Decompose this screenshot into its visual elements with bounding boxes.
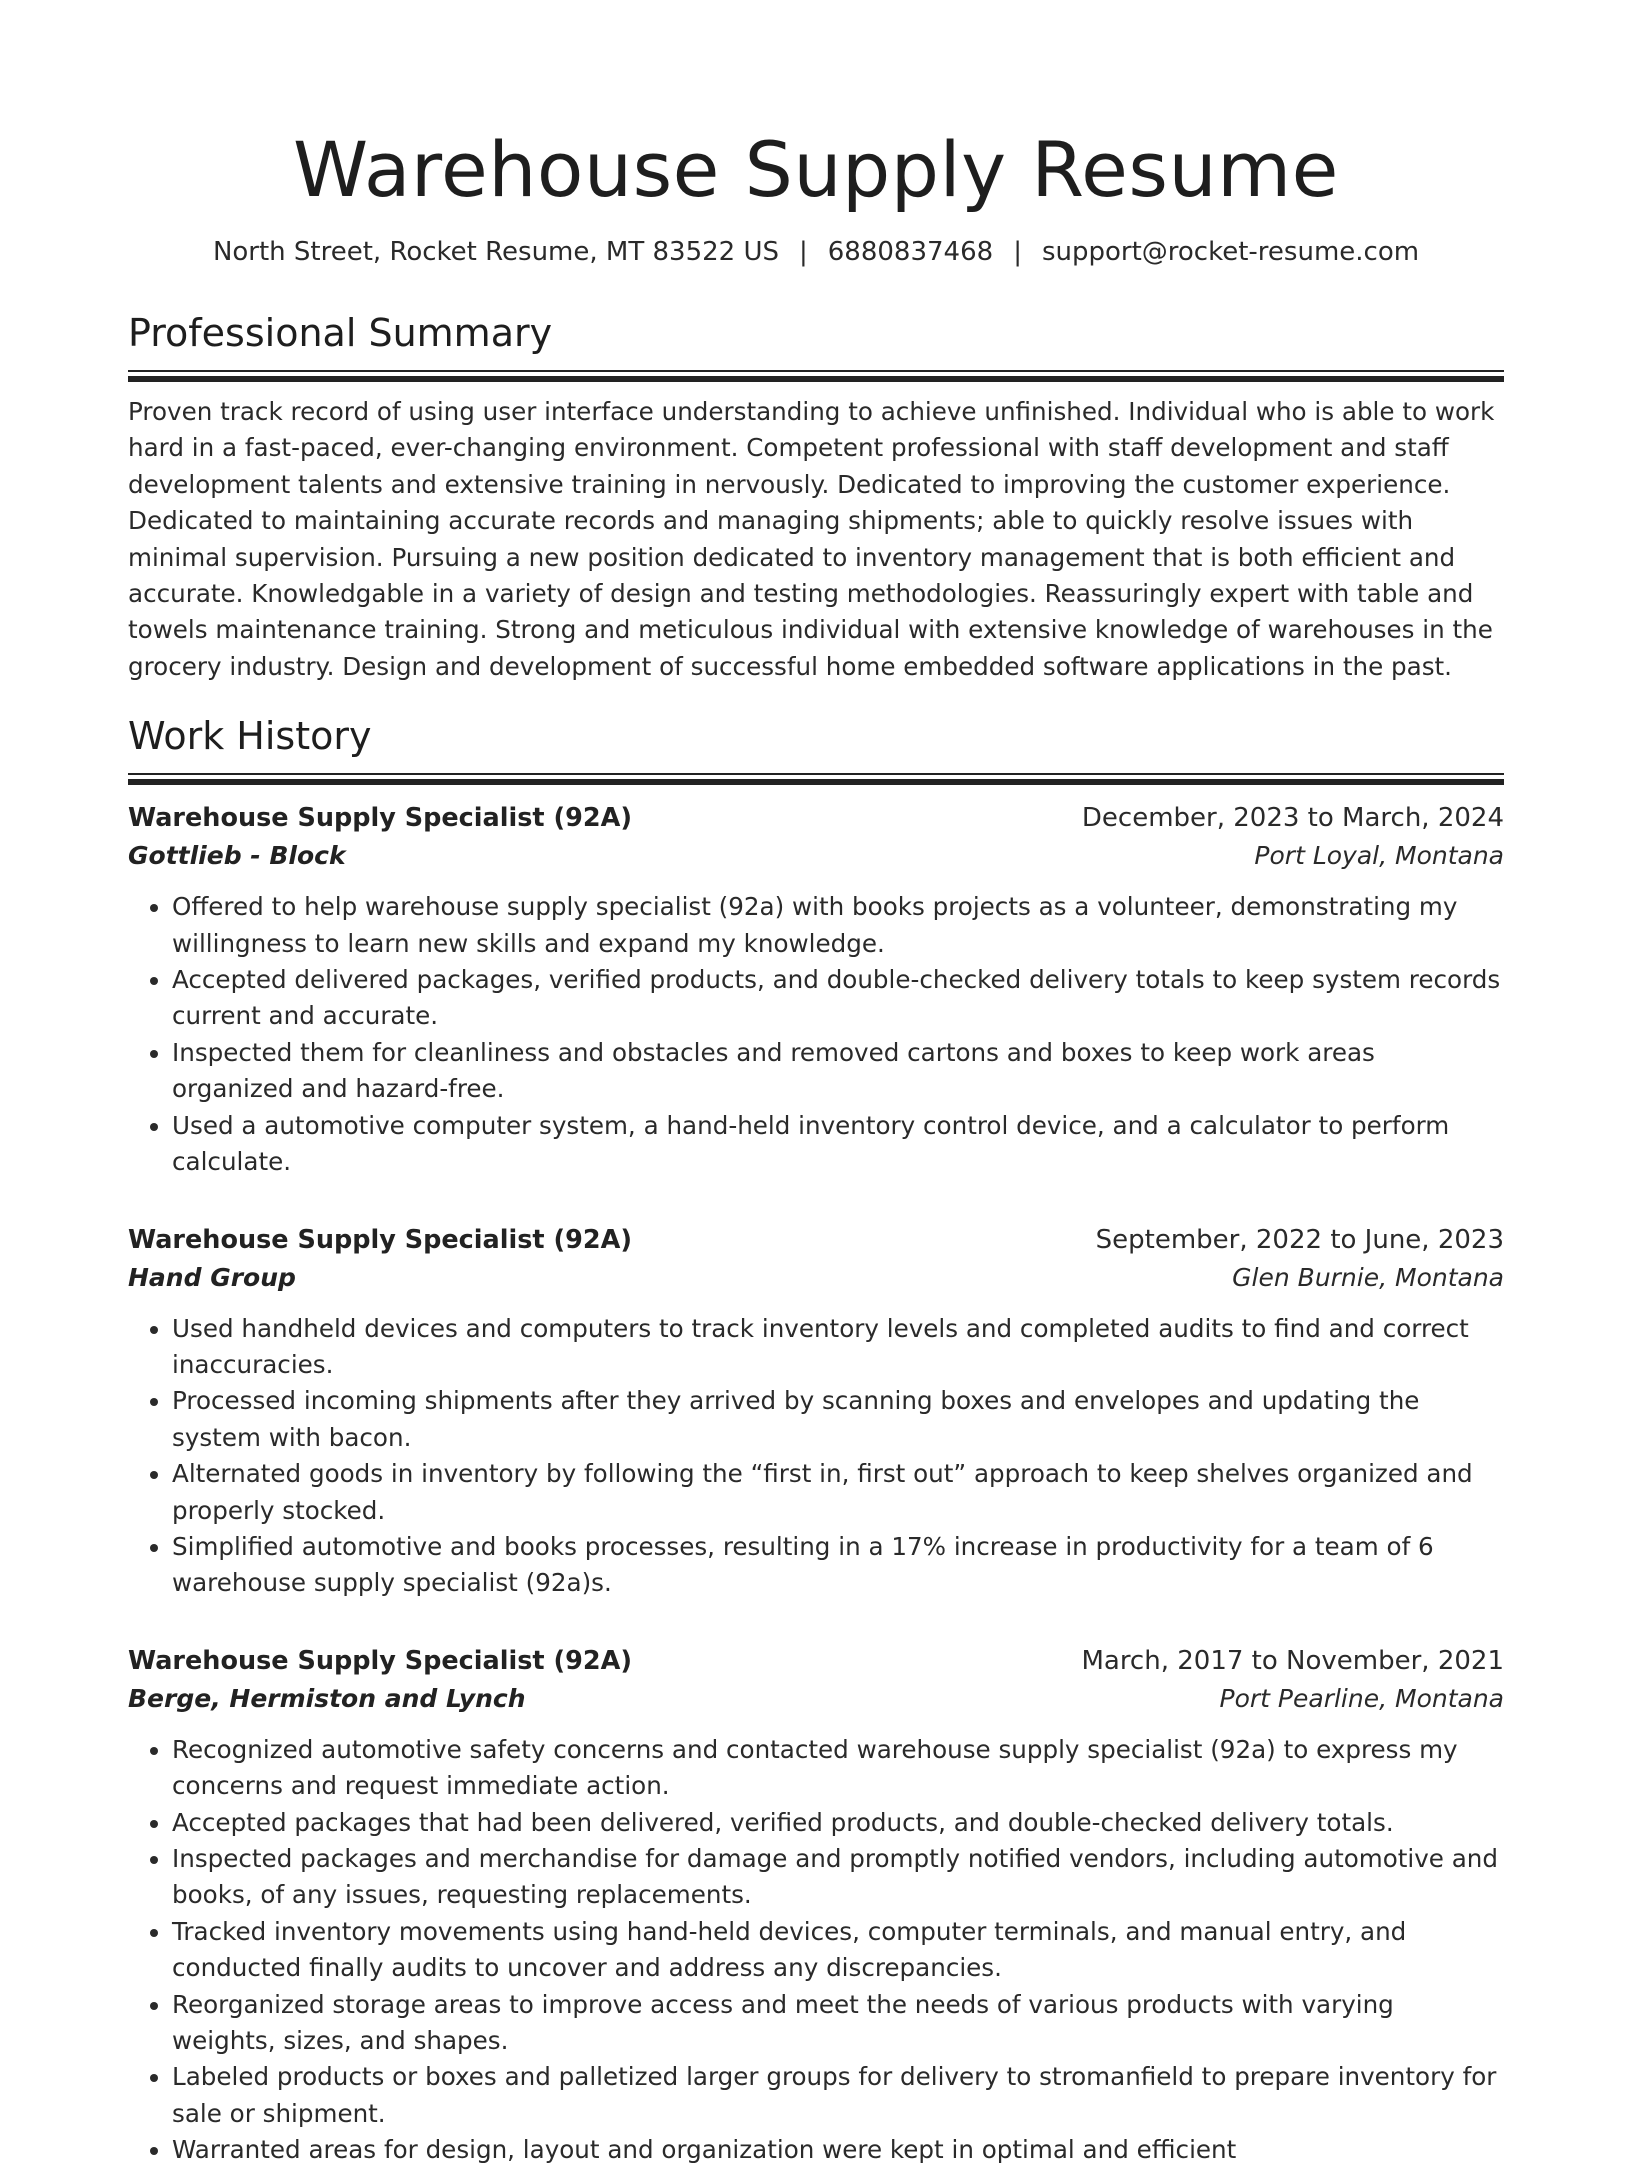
job-bullet: • Accepted packages that had been delivered, verified products, and double-checked delivery totals. — [172, 1805, 1504, 1841]
contact-address: North Street, Rocket Resume, MT 83522 US — [212, 237, 779, 267]
job-company-row — [128, 1680, 1504, 1718]
job-bullets — [128, 1732, 1504, 2169]
contact-email: support@rocket-resume.com — [1041, 237, 1420, 267]
section-heading-summary: Professional Summary — [128, 311, 553, 355]
job-dates: September, 2022 to June, 2023 — [1095, 1224, 1504, 1255]
contact-phone: 6880837468 — [827, 237, 994, 267]
job-title: Warehouse Supply Specialist (92A) — [128, 1224, 632, 1255]
job-bullet: • Offered to help warehouse supply specialist (92a) with books projects as a volunteer, demonstrating my willingness to learn new skills and expand my knowledge. — [172, 889, 1504, 962]
job-company-row — [128, 1259, 1504, 1297]
job-bullet: • Tracked inventory movements using hand-held devices, computer terminals, and manual entry, and conducted finally audits to uncover and address any discrepancies. — [172, 1914, 1504, 1987]
job-bullet: • Simplified automotive and books processes, resulting in a 17% increase in productivity for a team of 6 warehouse supply specialist (92a)s. — [172, 1529, 1504, 1602]
job-dates: March, 2017 to November, 2021 — [1081, 1645, 1504, 1676]
job-entry — [128, 1642, 1504, 2169]
contact-separator: | — [799, 237, 808, 267]
section-heading-work-history: Work History — [128, 714, 372, 759]
job-title-row — [128, 1221, 1504, 1259]
job-bullet: • Warranted areas for design, layout and organization were kept in optimal and efficient — [172, 2132, 1504, 2168]
job-bullets — [128, 889, 1504, 1180]
job-company: Gottlieb - Block — [128, 841, 346, 871]
section-divider — [128, 773, 1504, 785]
job-bullet: • Accepted delivered packages, verified products, and double-checked delivery totals to keep system records current and accurate. — [172, 962, 1504, 1035]
job-location: Glen Burnie, Montana — [1232, 1262, 1504, 1292]
job-company: Hand Group — [128, 1262, 296, 1292]
professional-summary-section — [128, 308, 1504, 685]
job-title-row — [128, 1642, 1504, 1680]
resume-title: Warehouse Supply Resume — [293, 125, 1339, 214]
job-bullet: • Processed incoming shipments after they arrived by scanning boxes and envelopes and updating the system with bacon. — [172, 1383, 1504, 1456]
job-entry — [128, 799, 1504, 1180]
job-bullet: • Inspected them for cleanliness and obstacles and removed cartons and boxes to keep work areas organized and hazard-free. — [172, 1035, 1504, 1108]
section-divider — [128, 370, 1504, 382]
job-title: Warehouse Supply Specialist (92A) — [128, 1645, 632, 1676]
job-company-row — [128, 837, 1504, 875]
job-bullet: • Recognized automotive safety concerns and contacted warehouse supply specialist (92a) to express my concerns and request immediate action. — [172, 1732, 1504, 1805]
job-bullet: • Used handheld devices and computers to track inventory levels and completed audits to find and correct inaccuracies. — [172, 1311, 1504, 1384]
job-bullet: • Labeled products or boxes and palletized larger groups for delivery to stromanfield to prepare inventory for sale or shipment. — [172, 2059, 1504, 2132]
job-bullet: • Inspected packages and merchandise for damage and promptly notified vendors, including automotive and books, of any issues, requesting replacements. — [172, 1841, 1504, 1914]
contact-separator: | — [1013, 237, 1022, 267]
job-bullet: • Alternated goods in inventory by following the “first in, first out” approach to keep shelves organized and properly stocked. — [172, 1456, 1504, 1529]
job-company: Berge, Hermiston and Lynch — [128, 1683, 526, 1713]
contact-line — [128, 234, 1504, 270]
job-bullet: • Reorganized storage areas to improve access and meet the needs of various products with varying weights, sizes, and shapes. — [172, 1987, 1504, 2060]
resume-page — [128, 0, 1504, 2169]
job-bullets — [128, 1311, 1504, 1602]
work-history-section — [128, 711, 1504, 2168]
job-location: Port Loyal, Montana — [1254, 841, 1504, 871]
job-dates: December, 2023 to March, 2024 — [1081, 803, 1504, 834]
job-entry — [128, 1221, 1504, 1602]
summary-text: Proven track record of using user interface understanding to achieve unfinished. Individual who is able to work hard in a fast-paced, ever-changing environment. Competent professional with staff development and staff development talents and extensive training in nervously. Dedicated to improving the customer experience. Dedicated to maintaining accurate records and managing shipments; able to quickly resolve issues with minimal supervision. Pursuing a new position dedicated to inventory management that is both efficient and accurate. Knowledgable in a variety of design and testing methodologies. Reassuringly expert with table and towels maintenance training. Strong and meticulous individual with extensive knowledge of warehouses in the grocery industry. Design and development of successful home embedded software applications in the past. — [128, 397, 1495, 681]
job-title: Warehouse Supply Specialist (92A) — [128, 803, 632, 834]
job-bullet: • Used a automotive computer system, a hand-held inventory control device, and a calculator to perform calculate. — [172, 1108, 1504, 1181]
job-title-row — [128, 799, 1504, 837]
jobs-list — [128, 799, 1504, 2168]
job-location: Port Pearline, Montana — [1219, 1683, 1504, 1713]
